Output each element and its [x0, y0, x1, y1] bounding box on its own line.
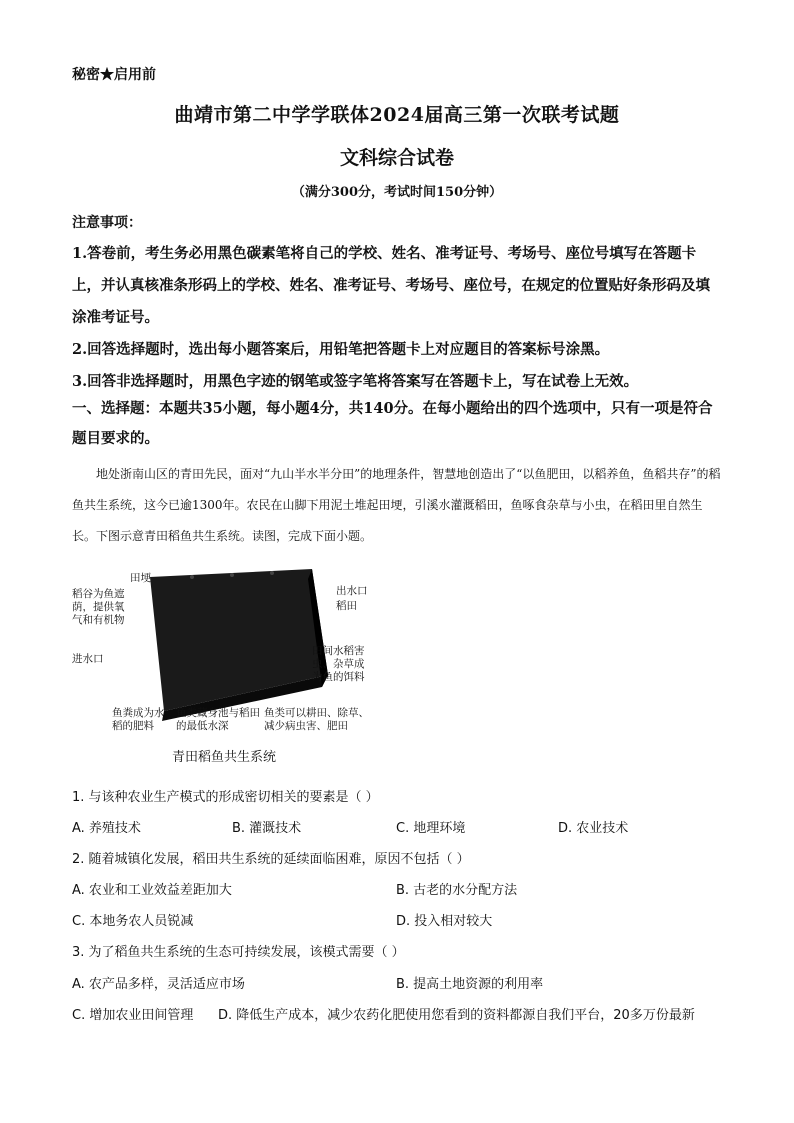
question-3-stem: 3. 为了稻鱼共生系统的生态可持续发展，该模式需要（ ） [72, 945, 405, 960]
label-pests: 田间水稻害虫、杂草成为鱼的饵料 [312, 645, 365, 683]
q3-option-c: C. 增加农业田间管理 [72, 1008, 194, 1023]
notice-item-1: 1.答卷前，考生务必用黑色碳素笔将自己的学校、姓名、准考证号、考场号、座位号填写在答题卡上，并认真核准条形码上的学校、姓名、准考证号、考场号、座位号，在规定的位置贴好条形码及填涂准考证号。 [72, 245, 710, 326]
q1-option-b: B. 灌溉技术 [232, 821, 302, 836]
rice-fish-figure [72, 565, 392, 765]
question-1-stem: 1. 与该种农业生产模式的形成密切相关的要素是（ ） [72, 790, 379, 805]
score-info: （满分300分，考试时间150分钟） [291, 185, 503, 200]
q3-option-d: D. 降低生产成本，减少农药化肥使用您看到的资料都源自我们平台，20多万份最新 [218, 1008, 695, 1023]
intro-paragraph: 地处浙南山区的青田先民，面对“九山半水半分田”的地理条件，智慧地创造出了“以鱼肥田，以稻养鱼，鱼稻共存”的稻鱼共生系统，这今已逾1300年。农民在山脚下用泥土堆起田埂，引溪水灌溉稻田，鱼啄食杂草与小虫，在稻田里自然生长。下图示意青田稻鱼共生系统。读图，完成下面小题。 [72, 467, 721, 543]
label-manure: 鱼粪成为水稻的肥料 [112, 707, 165, 732]
q1-option-d: D. 农业技术 [558, 821, 629, 836]
label-inlet: 进水口 [72, 653, 104, 665]
label-paddy: 稻田 [336, 600, 357, 612]
q2-option-a: A. 农业和工业效益差距加大 [72, 883, 232, 898]
secret-label: 秘密★启用前 [72, 67, 156, 83]
label-rice-shelter: 稻谷为鱼遮荫，提供氧气和有机物 [72, 588, 125, 626]
q2-option-b: B. 古老的水分配方法 [396, 883, 518, 898]
exam-subtitle: 文科综合试卷 [339, 147, 454, 169]
q1-option-c: C. 地理环境 [396, 821, 466, 836]
question-2-stem: 2. 随着城镇化发展，稻田共生系统的延续面临困难，原因不包括（ ） [72, 852, 470, 867]
label-fish-pool: 鱼类藏身池与稻田的最低水深 [176, 707, 260, 732]
q3-option-b: B. 提高土地资源的利用率 [396, 977, 544, 992]
figure-caption: 青田稻鱼共生系统 [172, 750, 277, 765]
exam-title: 曲靖市第二中学学联体2024届高三第一次联考试题 [174, 104, 620, 126]
q3-option-a: A. 农产品多样，灵活适应市场 [72, 977, 245, 992]
notice-item-3: 3.回答非选择题时，用黑色字迹的钢笔或签字笔将答案写在答题卡上，写在试卷上无效。 [72, 373, 639, 390]
notice-item-2: 2.回答选择题时，选出每小题答案后，用铅笔把答题卡上对应题目的答案标号涂黑。 [72, 341, 610, 358]
notice-heading: 注意事项： [72, 215, 142, 231]
label-outlet: 出水口 [336, 585, 368, 597]
q2-option-d: D. 投入相对较大 [396, 914, 493, 929]
section-heading: 一、选择题：本题共35小题，每小题4分，共140分。在每小题给出的四个选项中，只有一项是符合题目要求的。 [72, 400, 713, 447]
q1-option-a: A. 养殖技术 [72, 821, 141, 836]
q2-option-c: C. 本地务农人员锐减 [72, 914, 194, 929]
label-fish-benefit: 鱼类可以耕田、除草、减少病虫害、肥田 [264, 707, 369, 732]
label-tiangeng: 田埂 [130, 572, 151, 584]
